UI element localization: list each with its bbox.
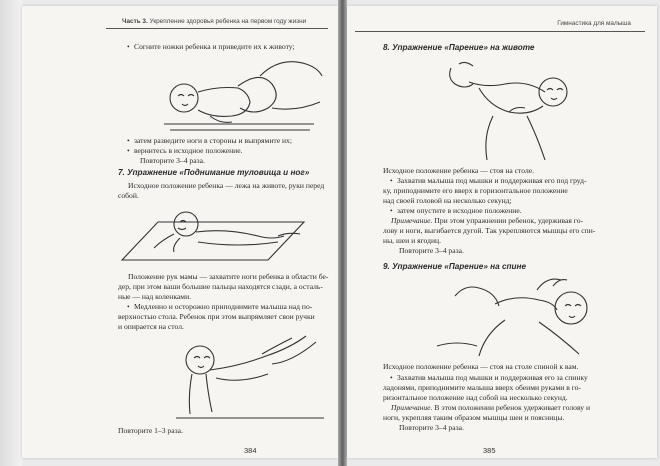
bullet-return-start: • вернитесь в исходное положение. <box>134 146 243 156</box>
ex8-note-label: Примечание. <box>391 216 433 225</box>
ex9-bullet-line-3: ризонтальное положение над собой на несколько секунд. <box>383 393 568 402</box>
ex8-note-line-1 <box>391 216 583 226</box>
ex7-start-line-1: Исходное положение ребенка — лежа на животе, руки перед <box>128 181 325 190</box>
header-rule-left <box>106 28 328 29</box>
illustration-prone-flight <box>439 58 589 162</box>
page-number-left: 384 <box>244 446 257 455</box>
illustration-supine-flight <box>435 274 605 358</box>
ex8-bullet-line-2: ку, приподнимите его вверх в горизонтальное положение <box>383 186 568 195</box>
repeat-3-4-right-b: Повторите 3–4 раза. <box>399 423 464 432</box>
ex7-bullet-line-1: • Медленно и осторожно приподнимите малыша над по- <box>134 302 312 312</box>
repeat-3-4-left: Повторите 3–4 раза. <box>140 156 205 165</box>
ex9-note-label: Примечание. <box>391 403 433 412</box>
running-head-left <box>122 18 306 25</box>
ex9-bullet-line-1: • Захватив малыша под мышки и поддерживая его за спинку <box>397 373 588 383</box>
ex9-note-line-2: ноги, укрепляя таким образом мышцы шеи и поясницы. <box>383 413 565 422</box>
ex8-note-text: При этом упражнении ребенок, удерживая го- <box>434 216 584 225</box>
ex8-bullet-line-1: • Захватив малыша под мышки и поддерживая его под груд- <box>397 176 586 186</box>
ex7-hands-line-3: ные — над коленками. <box>118 292 192 301</box>
exercise-9-heading: 9. Упражнение «Парение» на спине <box>383 262 527 271</box>
right-page <box>347 6 657 458</box>
running-head-title: Укрепление здоровья ребенка на первом году жизни <box>149 18 307 25</box>
ex9-note-text: В этом положении ребенок удерживает голову и <box>434 403 591 412</box>
ex7-bullet-line-3: и опирается на стол. <box>118 322 184 331</box>
running-head-right: Гимнастика для малыша <box>557 20 631 27</box>
bullet-spread-legs: • затем разведите ноги в стороны и выпрямите их; <box>134 136 292 146</box>
ex7-hands-line-2: дер, при этом ваши большие пальцы находятся сзади, а осталь- <box>118 282 323 291</box>
exercise-7-heading: 7. Упражнение «Поднимание туловища и ног» <box>118 168 310 177</box>
left-page <box>22 6 338 458</box>
ex9-bullet-line-2: ладонями, приподнимите малыша вверх обеими руками в го- <box>383 383 581 392</box>
book-edge <box>0 0 22 466</box>
ex8-note-line-3: ны, шеи и ягодиц. <box>383 236 441 245</box>
header-rule-right <box>355 31 645 32</box>
running-head-part: Часть 3. <box>122 18 148 25</box>
illustration-baby-on-belly <box>118 202 308 264</box>
repeat-3-4-right-a: Повторите 3–4 раза. <box>399 246 464 255</box>
ex8-note-line-2: лову и ноги, выгибается дугой. Так укрепляются мышцы его спи- <box>383 226 596 235</box>
ex8-bullet-2: • затем опустите в исходное положение. <box>397 206 522 216</box>
illustration-legs-to-belly <box>150 58 326 136</box>
page-number-right: 385 <box>483 446 496 455</box>
repeat-1-3: Повторите 1–3 раза. <box>118 426 183 435</box>
ex8-bullet-line-3: над своей головой на несколько секунд; <box>383 196 512 205</box>
ex7-start-line-2: собой. <box>118 191 139 200</box>
ex7-hands-line-1: Положение рук мамы — захватите ноги ребенка в области бе- <box>128 272 329 281</box>
bullet-fold-legs: • Согните ножки ребенка и приведите их к животу; <box>134 42 295 52</box>
exercise-8-heading: 8. Упражнение «Парение» на животе <box>383 43 535 52</box>
ex7-bullet-line-2: верхностью стола. Ребенок при этом выпрямляет свои ручки <box>118 312 315 321</box>
book-gutter <box>338 0 347 466</box>
ex8-start: Исходное положение ребенка — стоя на столе. <box>383 166 535 175</box>
illustration-lift-legs <box>172 334 328 426</box>
ex9-start: Исходное положение ребенка — стоя на столе спиной к вам. <box>383 362 579 371</box>
ex9-note-line-1 <box>391 403 590 413</box>
